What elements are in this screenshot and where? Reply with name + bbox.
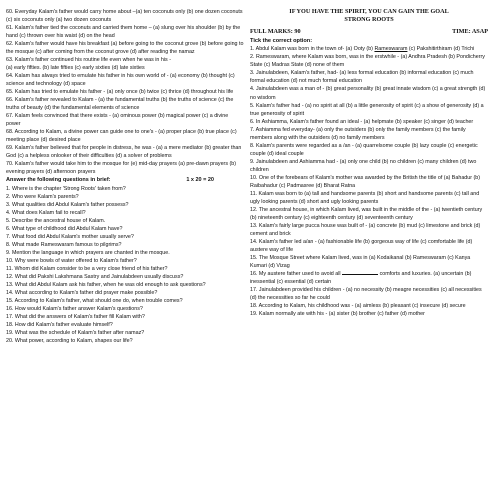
short-question: 19. What was the schedule of Kalam's father after namaz? <box>6 329 145 336</box>
short-question: 3. What qualities did Abdul Kalam's father possess? <box>6 201 129 208</box>
mcq-item: 65. Kalam has tried to emulate his father - (a) only once (b) twice (c) thrice (d) throughout his life <box>6 89 234 96</box>
tick-question-text: 17. Jainulabdeen provided his children - (a) no necessity (b) meagre necessities (c) all necessities (d) the necessities so far he could <box>250 286 482 301</box>
short-question: 20. What power, according to Kalam, shapes our life? <box>6 337 133 344</box>
tick-question <box>250 85 488 101</box>
tick-question-text: 7. Ashiamma fed everyday- (a) only the outsiders (b) only the family members (c) the family members along with the outsiders (d) no family members <box>250 126 466 141</box>
chapter-title: STRONG ROOTS <box>344 16 394 24</box>
short-question: 10. Why were bowls of water offered to Kalam's father? <box>6 257 137 264</box>
tick-options-list <box>250 45 488 318</box>
short-question: 2. Who were Kalam's parents? <box>6 193 79 200</box>
mcq-item: 70. Kalam's father would take him to the mosque for (e) mid-day prayers (a) pre-dawn prayers (b) evening prayers (d) afternoon prayers <box>6 161 237 176</box>
tick-question-text: 12. The ancestral house, in which Kalam lived, was built in the middle of the - (a) twentieth century (b) nineteenth century (c) eighteenth century (d) seventeenth century <box>250 206 483 221</box>
short-question: 14. What according to Kalam's father did prayer make possible? <box>6 289 158 296</box>
fill-blank <box>342 270 378 275</box>
short-question: 11. Whom did Kalam consider to be a very close friend of his father? <box>6 265 168 272</box>
tick-question-text: 16. My austere father used to avoid all <box>250 270 343 277</box>
tick-question <box>250 286 488 302</box>
short-question: 13. What did Abdul Kalam ask his father, when he was old enough to ask questions? <box>6 281 206 288</box>
tick-question <box>250 238 488 254</box>
mcq-item: 61. Kalam's father tied the coconuts and carried them home – (a) slung over his shoulder (b) by the hand (c) thrown over his waist (d) on the head <box>6 25 241 40</box>
tick-question-text: 5. Kalam's father had - (a) no spirit at all (b) a little generosity of spirit (c) a show of generosity (d) a true generosity of spirit <box>250 102 484 117</box>
tick-question <box>250 310 488 318</box>
short-question: 1. Where is the chapter 'Strong Roots' taken from? <box>6 185 126 192</box>
short-questions-title: Answer the following questions in brief: <box>6 177 111 184</box>
tick-question <box>250 222 488 238</box>
mcq-item: 64. Kalam has always tried to emulate his father in his own world of - (a) economy (b) thought (c) science and technology (d) space <box>6 73 235 88</box>
short-question: 4. What does Kalam fail to recall? <box>6 209 86 216</box>
tick-question <box>250 45 488 53</box>
tick-question <box>250 158 488 174</box>
mcq-item: 67. Kalam feels convinced that there exists - (a) ominous power (b) magical power (c) a divine power <box>6 113 229 128</box>
tick-question-text: 9. Jainulabdeen and Ashiamma had - (a) only one child (b) no children (c) many children (d) two children <box>250 158 477 173</box>
mcq-item: (a) early fifties. (b) late fifties (c) early sixties (d) late sixties <box>6 65 145 72</box>
short-question: 7. What food did Abdul Kalam's mother usually serve? <box>6 233 134 240</box>
tick-question <box>250 270 488 286</box>
tick-question <box>250 69 488 85</box>
mcq-item: 62. Kalam's father would have his breakfast (a) before going to the coconut grove (b) before going to the mosque (c) after coming from the coconut grove (d) after reading the namaz <box>6 41 244 56</box>
mcq-item: 63. Kalam's father continued his routine life even when he was in his - <box>6 57 171 64</box>
tick-question <box>250 254 488 270</box>
short-question: 17. What did the answers of Kalam's father fill Kalam with? <box>6 313 145 320</box>
short-question: 16. How would Kalam's father answer Kalam's questions? <box>6 305 143 312</box>
right-column <box>250 8 488 495</box>
worksheet-header <box>250 8 488 25</box>
short-question: 5. Describe the ancestral house of Kalam. <box>6 217 106 224</box>
mcq-item: 69. Kalam's father believed that for people in distress, he was - (a) a mere mediator (b) greater than God (c) a helpless onlooker of their difficulties (d) a solver of problems <box>6 145 242 160</box>
underlined-answer: Rameswaram <box>374 46 408 53</box>
full-marks: FULL MARKS: 90 <box>250 27 301 35</box>
tick-question <box>250 142 488 158</box>
short-question: 12. What did Pakshi Lakshmana Sastry and Jainulabdeen usually discuss? <box>6 273 184 280</box>
tick-question-options: (c) Pakshitirthiram (d) Trichi <box>407 46 475 53</box>
mcq-list-continued <box>6 8 244 176</box>
motto-title: IF YOU HAVE THE SPIRIT, YOU CAN GAIN THE GOAL <box>289 8 449 15</box>
tick-question <box>250 53 488 69</box>
tick-question-text: 10. One of the forebears of Kalam's mother was awarded by the British the title of (a) Bahadur (b) Raibahadur (c) Padmasree (d) Bharat Ratna <box>250 174 481 189</box>
time-allowed: TIME: ASAP <box>452 27 488 35</box>
tick-question-text: 6. In Ashiamma, Kalam's father found an ideal - (a) helpmate (b) speaker (c) singer (d) teacher <box>250 118 474 125</box>
tick-question <box>250 190 488 206</box>
tick-question-text: 18. According to Kalam, his childhood was - (a) aimless (b) pleasant (c) insecure (d) secure <box>250 302 466 309</box>
short-questions-list <box>6 185 244 345</box>
tick-question-options: comforts and luxuries. (a) uncertain (b) inessential (c) essential (d) certain <box>250 270 472 285</box>
tick-question <box>250 118 488 126</box>
tick-question <box>250 206 488 222</box>
mcq-item: 68. According to Kalam, a divine power can guide one to one's - (a) proper place (b) true place (c) meeting place (d) desired place <box>6 129 237 144</box>
tick-question <box>250 174 488 190</box>
tick-question <box>250 126 488 142</box>
tick-question-text: 13. Kalam's fairly large pucca house was built of - (a) concrete (b) mud (c) limestone and brick (d) cement and brick <box>250 222 481 237</box>
tick-question-text: 2. Rameswaram, where Kalam was born, was in the erstwhile - (a) Andhra Pradesh (b) Pondicherry State (c) Madras State (d) none of them <box>250 54 485 69</box>
tick-question-text: 19. Kalam normally ate with his - (a) sister (b) brother (c) father (d) mother <box>250 310 425 317</box>
tick-question <box>250 102 488 118</box>
marks-time-row <box>250 27 488 36</box>
tick-question-text: 3. Jainulabdeen, Kalam's father, had- (a) less formal education (b) informal education (c) much formal education (d) not much formal education <box>250 70 474 85</box>
tick-question-text: 8. Kalam's parents were regarded as a /an - (a) quarrelsome couple (b) lazy couple (c) energetic couple (d) ideal couple <box>250 142 478 157</box>
short-question: 15. According to Kalam's father, what should one do, when trouble comes? <box>6 297 183 304</box>
tick-question-text: 11. Kalam was born to (a) tall and handsome parents (b) short and handsome parents (c) tall and ugly looking parents (d) short and ugly looking parents <box>250 190 480 205</box>
short-questions-marks: 1 x 20 = 20 <box>186 177 214 184</box>
short-question: 9. Mention the language in which prayers are chanted in the mosque. <box>6 249 170 256</box>
short-question: 8. What made Rameswaram famous to pilgrims? <box>6 241 122 248</box>
short-questions-heading <box>6 176 244 184</box>
left-column <box>6 8 244 495</box>
tick-question-text: 15. The Mosque Street where Kalam lived, was in (a) Kodaikanal (b) Rameswaram (c) Kanya Kumari (d) Vizag <box>250 254 471 269</box>
tick-question-text: 14. Kalam's father led a/an - (a) fashionable life (b) gorgeous way of life (c) comfortable life (d) austere way of life <box>250 238 473 253</box>
short-question: 18. How did Kalam's father evaluate himself? <box>6 321 113 328</box>
tick-question-text: 4. Jainulabdeen was a man of - (b) great personality (b) great innate wisdom (c) a great strength (d) no wisdom <box>250 86 486 101</box>
short-question: 6. What type of childhood did Abdul Kalam have? <box>6 225 123 232</box>
mcq-item: 60. Everyday Kalam's father would carry home about –(a) ten coconuts only (b) one dozen coconuts (c) six coconuts only (a) two dozen coconuts <box>6 9 243 24</box>
tick-heading: Tick the correct option: <box>250 38 313 45</box>
mcq-item: 66. Kalam's father revealed to Kalam - (a) the fundamental truths (b) the truths of science (c) the truths of beauty (d) the fundamental elements of science <box>6 97 234 112</box>
tick-question <box>250 302 488 310</box>
tick-question-text: 1. Abdul Kalam was born in the town of- (a) Ooty (b) <box>250 46 375 53</box>
